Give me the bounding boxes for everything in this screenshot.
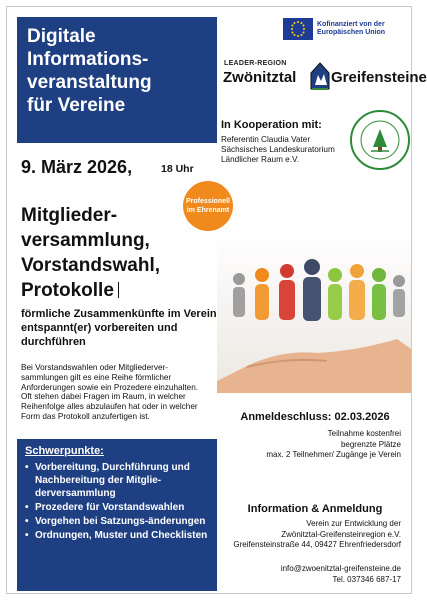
focus-points-title: Schwerpunkte: bbox=[25, 445, 104, 457]
people-hand-photo bbox=[217, 231, 411, 393]
info-title: Information & Anmeldung bbox=[247, 503, 383, 515]
cooperation-text bbox=[221, 135, 351, 165]
headline bbox=[21, 203, 221, 303]
eu-text-line: Europäischen Union bbox=[317, 29, 386, 36]
text-cursor bbox=[118, 282, 119, 298]
registration-line: Teilnahme kostenfrei bbox=[327, 429, 401, 438]
cooperation-title: In Kooperation mit: bbox=[221, 119, 322, 131]
leader-left-name: Zwönitztal bbox=[223, 69, 297, 86]
leader-region-logo bbox=[221, 57, 427, 101]
headline-line: versammlung, bbox=[21, 230, 150, 251]
badge-line: Professionell bbox=[186, 198, 230, 205]
headline-line: Vorstandswahl, bbox=[21, 255, 161, 276]
info-line: Zwönitztal-Greifensteinregion e.V. bbox=[281, 529, 401, 539]
leader-region-label: LEADER-REGION bbox=[224, 60, 287, 67]
focus-points-list bbox=[25, 461, 209, 542]
list-item: • Vorgehen bei Satzungs-änderungen bbox=[25, 515, 209, 528]
rock-emblem-icon bbox=[309, 61, 331, 93]
phone-number: Tel. 037346 687-17 bbox=[332, 575, 401, 584]
cooperation-line: Referentin Claudia Vater bbox=[221, 135, 311, 144]
title-line: Digitale bbox=[27, 26, 96, 47]
badge-line: im Ehrenamt bbox=[186, 207, 230, 214]
registration-details bbox=[219, 429, 401, 461]
eu-text bbox=[317, 21, 385, 37]
cooperation-line: Ländlicher Raum e.V. bbox=[221, 155, 299, 164]
focus-points-box bbox=[17, 439, 217, 591]
headline-subline: förmliche Zusammenkünfte im Verein entspannt(er) vorbereiten und durchführen bbox=[21, 308, 217, 348]
list-item: • Prozedere für Vorstandswahlen bbox=[25, 501, 209, 514]
list-item: • Ordnungen, Muster und Checklisten bbox=[25, 529, 209, 542]
event-time: 18 Uhr bbox=[161, 163, 194, 175]
email-link[interactable]: info@zwoenitztal-greifensteine.de bbox=[280, 564, 401, 573]
title-line: Informations- bbox=[27, 49, 149, 70]
leader-right-name: Greifensteine bbox=[331, 69, 427, 86]
title-line: veranstaltung bbox=[27, 72, 152, 93]
info-address bbox=[219, 519, 401, 551]
headline-line bbox=[21, 278, 221, 303]
event-date: 9. März 2026, bbox=[21, 157, 133, 177]
registration-line: max. 2 Teilnehmer/ Zugänge je Verein bbox=[266, 450, 401, 459]
landeskuratorium-seal-icon bbox=[349, 109, 411, 171]
contact-info bbox=[219, 563, 401, 585]
title-line: für Vereine bbox=[27, 95, 126, 116]
title-box bbox=[17, 17, 217, 143]
registration-deadline: Anmeldeschluss: 02.03.2026 bbox=[240, 411, 390, 423]
eu-text-line: Kofinanziert von der bbox=[317, 21, 385, 28]
headline-line: Mitglieder- bbox=[21, 205, 118, 226]
info-line: Verein zur Entwicklung der bbox=[306, 519, 401, 528]
headline-word: Protokolle bbox=[21, 280, 114, 301]
eu-logo bbox=[283, 15, 411, 43]
registration-line: begrenzte Plätze bbox=[340, 439, 401, 449]
list-item: • Vorbereitung, Durchführung und Nachbereitung der Mitglie-derversammlung bbox=[25, 461, 209, 500]
flyer-page bbox=[6, 6, 427, 594]
cooperation-line: Sächsisches Landeskuratorium bbox=[221, 145, 335, 154]
eu-flag-icon bbox=[283, 18, 313, 40]
intro-text: Bei Vorstandswahlen oder Mitgliederver-sammlungen gilt es eine Reihe förmlicher Anforderungen sowie ein Prozedere einzuhalten. Oft stehen dabei Fragen im Raum, in welcher Reihenfolge alles abzulaufen hat oder in welcher Form das Protokoll anzufertigen ist. bbox=[21, 363, 199, 421]
info-line: Greifensteinstraße 44, 09427 Ehrenfriedersdorf bbox=[233, 540, 401, 549]
